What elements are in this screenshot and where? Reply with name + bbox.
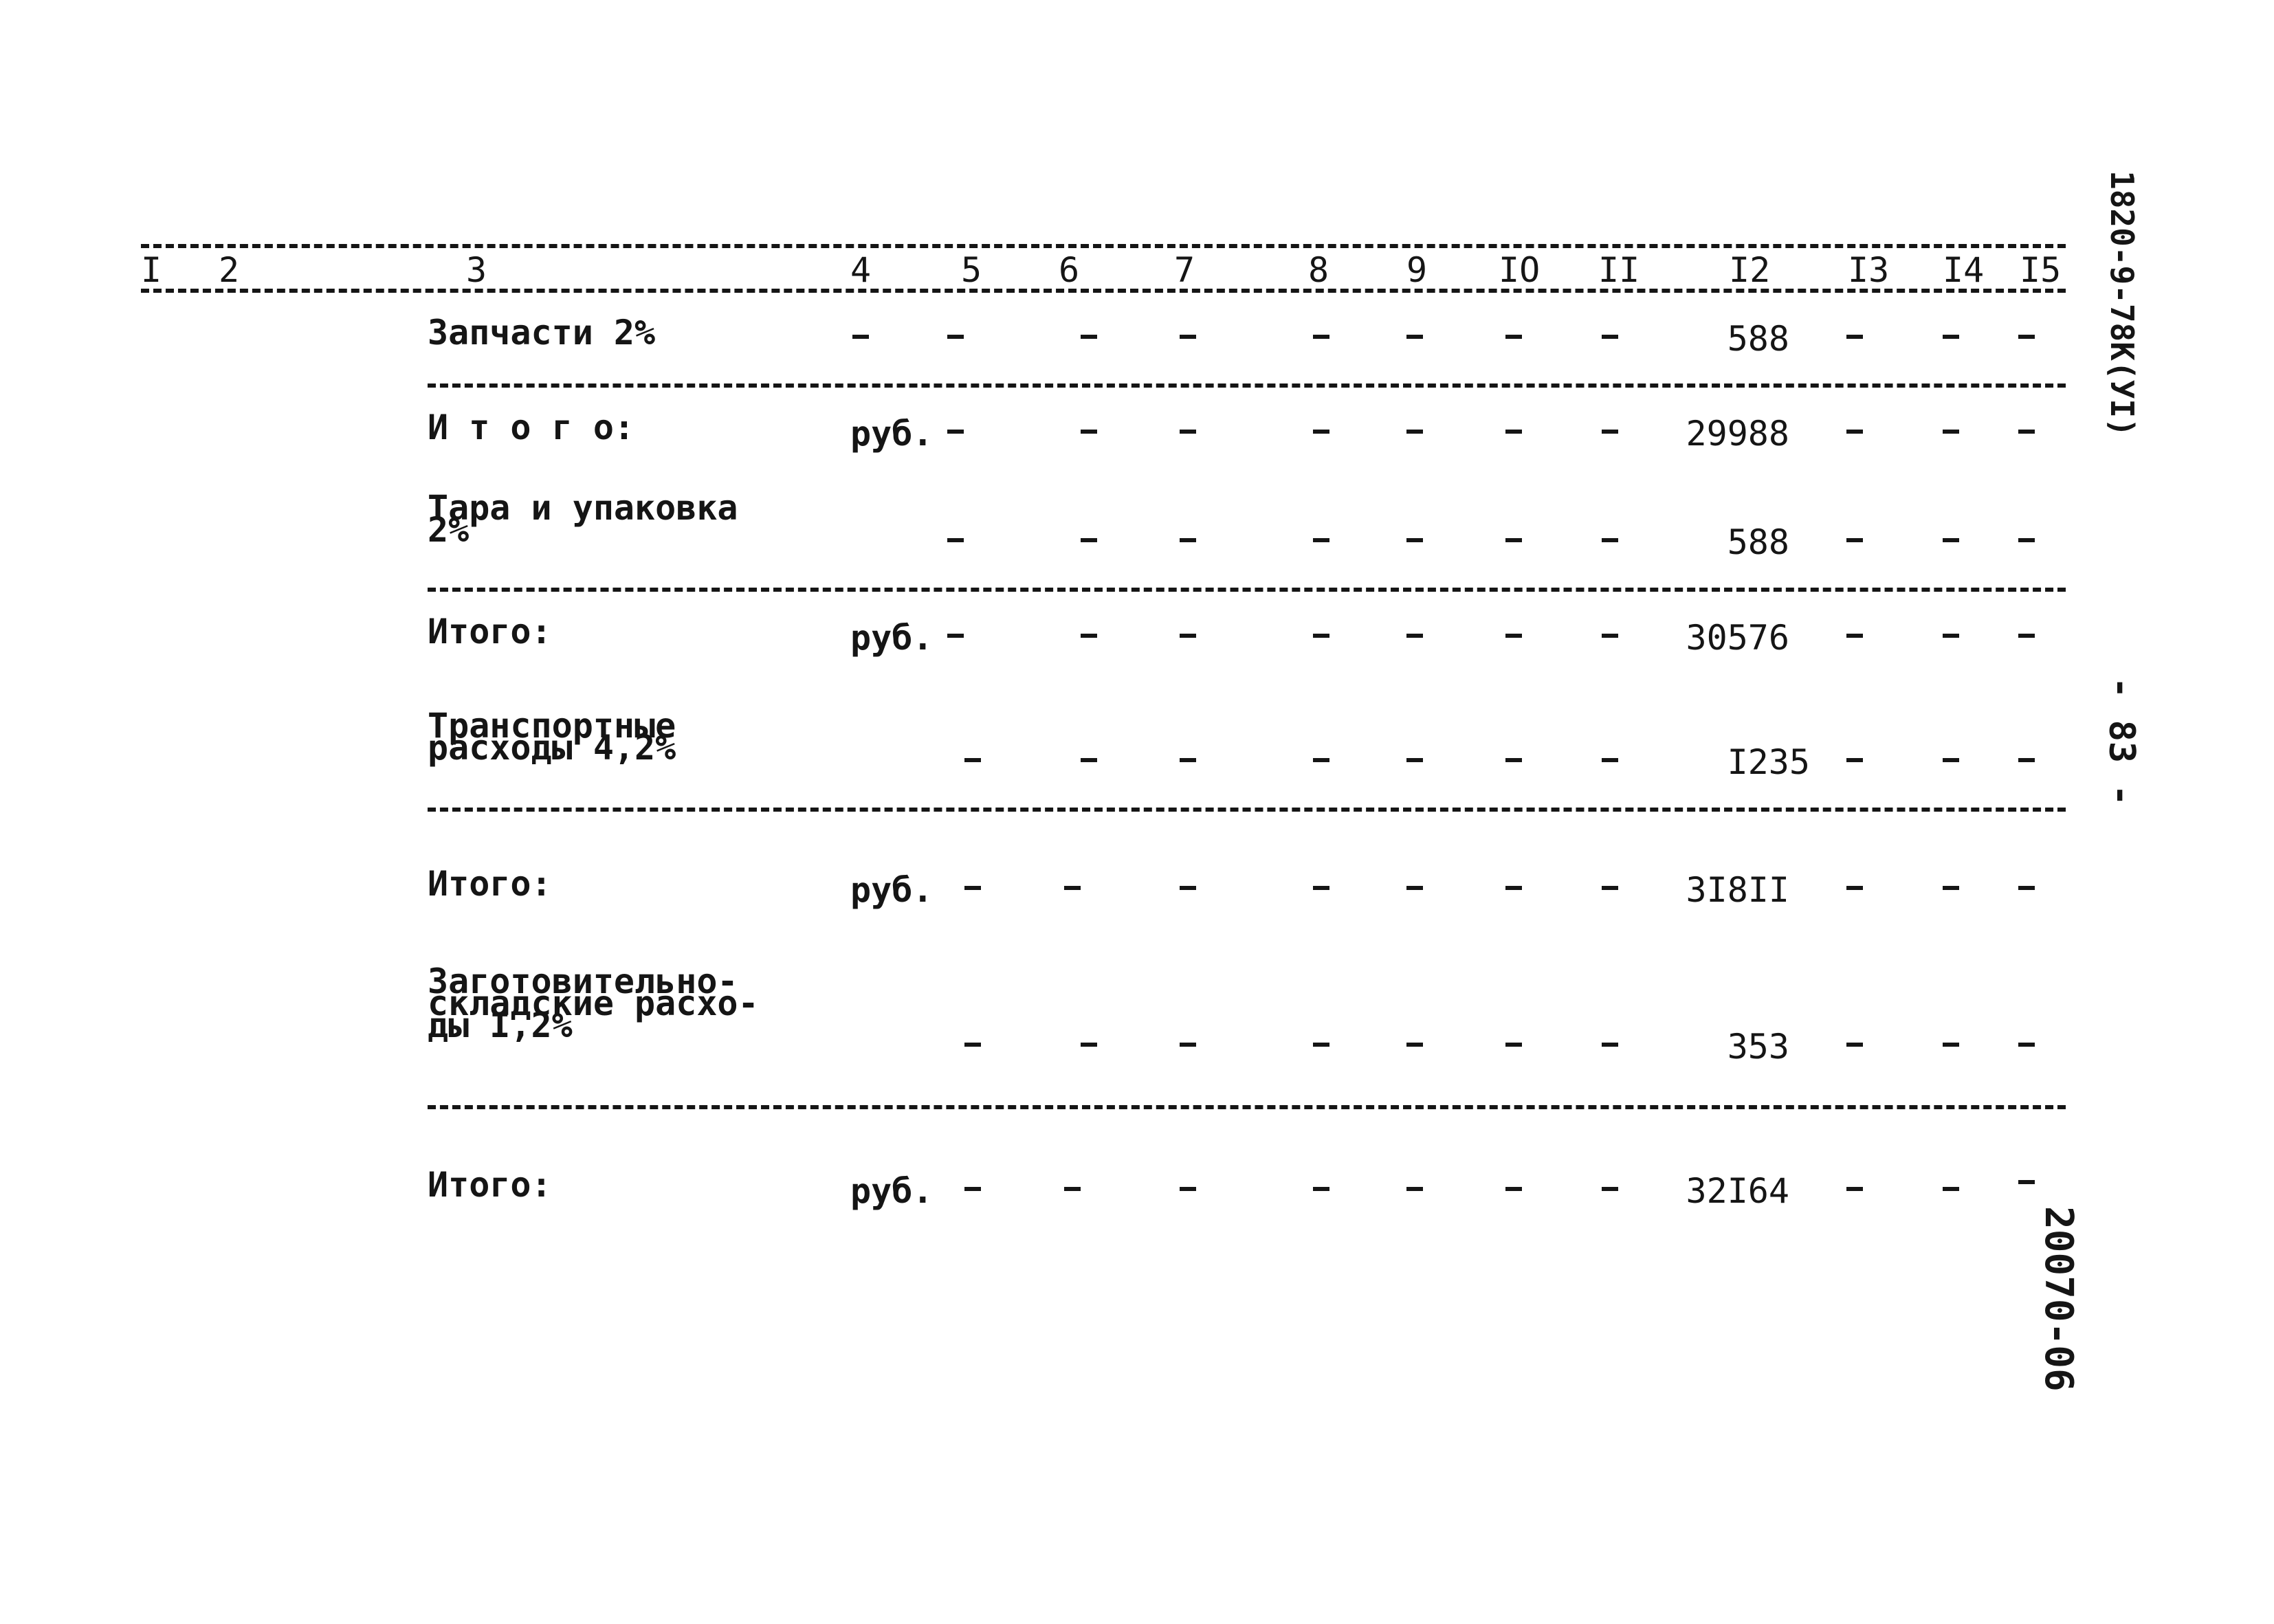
empty-dash: [1846, 758, 1863, 762]
row-value: I235: [1727, 742, 1810, 782]
empty-dash: [1313, 758, 1329, 762]
empty-dash: [1313, 1043, 1329, 1047]
empty-dash: [1846, 335, 1863, 339]
column-header-5: 5: [961, 250, 982, 290]
empty-dash: [1081, 1043, 1097, 1047]
empty-dash: [2018, 634, 2035, 638]
row-separator: [428, 1105, 2066, 1109]
empty-dash: [1081, 634, 1097, 638]
empty-dash: [1406, 430, 1423, 434]
empty-dash: [947, 634, 964, 638]
empty-dash: [1602, 758, 1618, 762]
row-separator: [428, 383, 2066, 388]
column-header-3: 3: [466, 250, 487, 290]
row-label: Запчасти 2%: [428, 313, 656, 353]
empty-dash: [1406, 758, 1423, 762]
document-code: 1820-9-78К(УI): [2104, 170, 2141, 437]
row-label: И т о г о:: [428, 408, 635, 447]
empty-dash: [1406, 634, 1423, 638]
empty-dash: [1943, 430, 1959, 434]
empty-dash: [2018, 430, 2035, 434]
empty-dash: [1313, 1187, 1329, 1191]
empty-dash: [1505, 1187, 1522, 1191]
empty-dash: [947, 430, 964, 434]
empty-dash: [1602, 1043, 1618, 1047]
empty-dash: [964, 1187, 981, 1191]
empty-dash: [1313, 634, 1329, 638]
empty-dash: [1313, 886, 1329, 890]
empty-dash: [1505, 886, 1522, 890]
empty-dash: [1602, 430, 1618, 434]
row-label: Итого:: [428, 1165, 552, 1205]
empty-dash: [1313, 430, 1329, 434]
empty-dash: [1943, 335, 1959, 339]
empty-dash: [1943, 538, 1959, 542]
empty-dash: [1406, 1187, 1423, 1191]
row-unit: руб.: [850, 870, 934, 910]
empty-dash: [1313, 538, 1329, 542]
empty-dash: [947, 538, 964, 542]
header-bottom-rule: [141, 289, 2066, 293]
column-header-14: I4: [1943, 250, 1985, 290]
row-unit: руб.: [850, 618, 934, 658]
empty-dash: [1943, 634, 1959, 638]
page-number: - 83 -: [2101, 677, 2142, 806]
row-value: 588: [1727, 319, 1789, 359]
row-value: 588: [1727, 522, 1789, 562]
row-label: Тара и упаковка 2%: [428, 488, 738, 550]
row-value: 353: [1727, 1027, 1789, 1067]
empty-dash: [1602, 335, 1618, 339]
empty-dash: [1180, 758, 1196, 762]
row-label: Заготовительно- складские расхо- ды I,2%: [428, 961, 759, 1045]
empty-dash: [1846, 634, 1863, 638]
empty-dash: [2018, 538, 2035, 542]
empty-dash: [1602, 634, 1618, 638]
empty-dash: [1081, 758, 1097, 762]
empty-dash: [1505, 758, 1522, 762]
row-value: 30576: [1686, 618, 1789, 658]
column-header-6: 6: [1059, 250, 1080, 290]
empty-dash: [1081, 430, 1097, 434]
empty-dash: [1602, 1187, 1618, 1191]
empty-dash: [964, 758, 981, 762]
column-header-13: I3: [1848, 250, 1890, 290]
row-value: 32I64: [1686, 1171, 1789, 1211]
row-label: Итого:: [428, 864, 552, 904]
empty-dash: [852, 335, 869, 339]
column-header-12: I2: [1729, 250, 1771, 290]
empty-dash: [1180, 430, 1196, 434]
empty-dash: [2018, 886, 2035, 890]
empty-dash: [1846, 538, 1863, 542]
empty-dash: [1846, 430, 1863, 434]
empty-dash: [1064, 886, 1081, 890]
column-header-2: 2: [219, 250, 240, 290]
column-header-9: 9: [1406, 250, 1428, 290]
empty-dash: [2018, 758, 2035, 762]
empty-dash: [1943, 886, 1959, 890]
empty-dash: [1180, 1043, 1196, 1047]
empty-dash: [947, 335, 964, 339]
empty-dash: [1602, 538, 1618, 542]
row-unit: руб.: [850, 414, 934, 454]
empty-dash: [1313, 335, 1329, 339]
empty-dash: [1505, 1043, 1522, 1047]
column-header-8: 8: [1308, 250, 1329, 290]
row-unit: руб.: [850, 1171, 934, 1211]
empty-dash: [1180, 1187, 1196, 1191]
row-label: Транспортные расходы 4,2%: [428, 706, 676, 768]
header-top-rule: [141, 244, 2066, 248]
empty-dash: [1180, 335, 1196, 339]
empty-dash: [1406, 335, 1423, 339]
column-header-1: I: [141, 250, 162, 290]
empty-dash: [1180, 538, 1196, 542]
empty-dash: [1064, 1187, 1081, 1191]
empty-dash: [1180, 634, 1196, 638]
column-header-15: I5: [2020, 250, 2062, 290]
empty-dash: [1505, 430, 1522, 434]
empty-dash: [1943, 1043, 1959, 1047]
column-header-10: IO: [1499, 250, 1541, 290]
empty-dash: [964, 886, 981, 890]
empty-dash: [2018, 335, 2035, 339]
archive-stamp: 20070-06: [2036, 1206, 2081, 1392]
column-header-11: II: [1598, 250, 1640, 290]
empty-dash: [1081, 335, 1097, 339]
empty-dash: [1406, 886, 1423, 890]
empty-dash: [1406, 538, 1423, 542]
column-header-4: 4: [850, 250, 872, 290]
row-value: 29988: [1686, 414, 1789, 454]
empty-dash: [964, 1043, 981, 1047]
empty-dash: [1180, 886, 1196, 890]
empty-dash: [1081, 538, 1097, 542]
empty-dash: [1943, 758, 1959, 762]
empty-dash: [1846, 1043, 1863, 1047]
empty-dash: [1846, 1187, 1863, 1191]
empty-dash: [1406, 1043, 1423, 1047]
row-label: Итого:: [428, 612, 552, 652]
empty-dash: [1505, 634, 1522, 638]
empty-dash: [2018, 1180, 2035, 1184]
empty-dash: [1943, 1187, 1959, 1191]
column-header-7: 7: [1174, 250, 1195, 290]
row-separator: [428, 588, 2066, 592]
row-value: 3I8II: [1686, 870, 1789, 910]
row-separator: [428, 808, 2066, 812]
empty-dash: [1505, 538, 1522, 542]
empty-dash: [1505, 335, 1522, 339]
empty-dash: [1602, 886, 1618, 890]
empty-dash: [2018, 1043, 2035, 1047]
empty-dash: [1846, 886, 1863, 890]
